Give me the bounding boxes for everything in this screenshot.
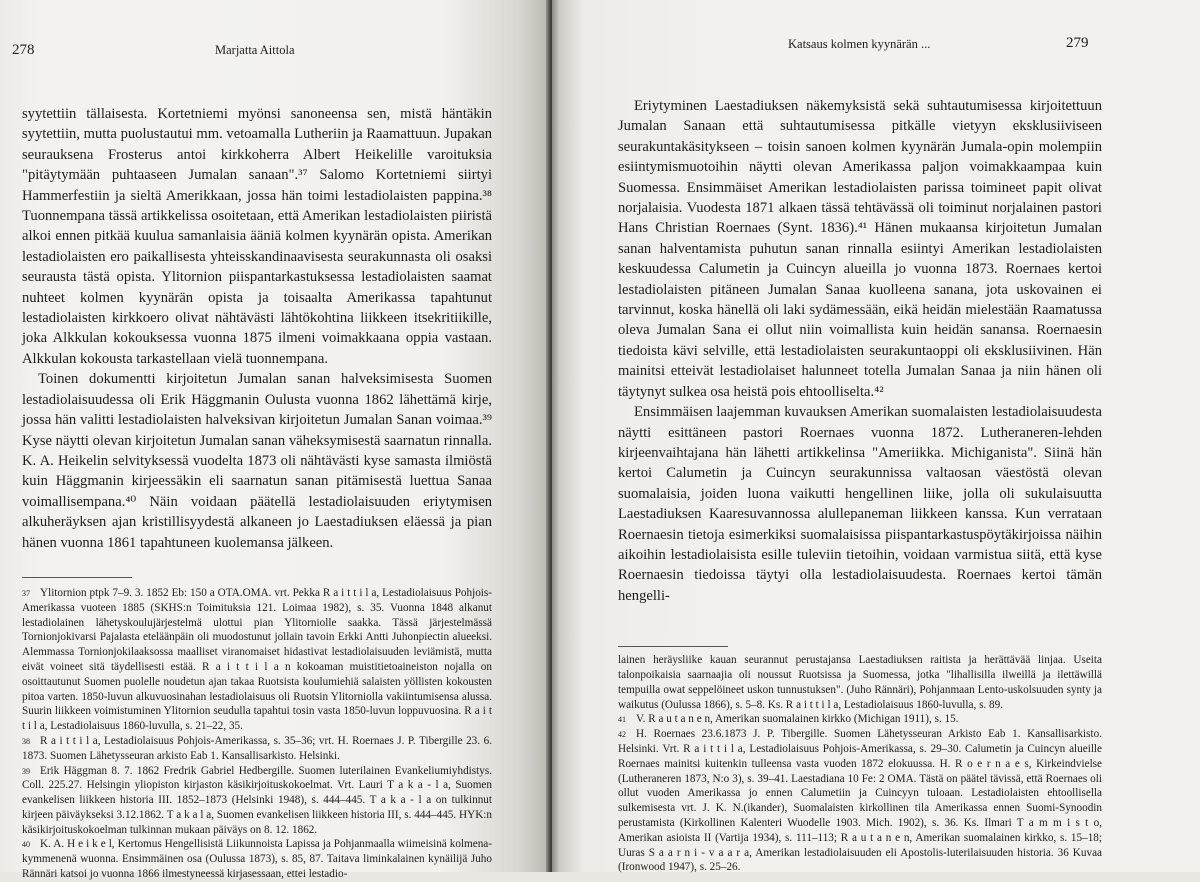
footnote-text: Ylitornion ptpk 7–9. 3. 1852 Eb: 150 a OTA.OMA. vrt. Pekka R a i t t i l a, Lestadiolaisuus Pohjois-Amerikassa vuoteen 1885 (SKHS:n Toimituksia 121. Loimaa 1982), s. 35. Vuonna 1848 alkanut lestadiolainen lähetyskoulujärjestelmä ulottui pian Ylitorniolle saakka. Tässä järjestelmässä Tornionjokivarsi Pajalasta eteläänpäin oli muodostunut jollain tavoin Erkki Antti Juhonpiectin alueeksi. Alemmassa Tornionjokilaaksossa maalliset viranomaiset hidastivat lestadiolaisuuden leviämistä, mutta eivät voineet sitä täydellisesti estää. R a i t t i l a n kokoaman muistitietoaineiston nojalla on osoittautunut Suomen puolelle noudetun ajan takaa Ruotsista koulumiehiä salaisten yöllisten kokousten pitoa varten. 1850-luvun alkuvuosinahan lestadiolaisuus oli Ruotsin Ylitorniolla vakiintumisensa alussa. Suurin liikkeen voimistuminen Ylitornion seudulla tapahtui tosin vasta 1850-luvun loppuvuosina. R a i t t i l a, Lestadiolaisuus 1860-luvulla, s. 21–22, 35. — [22, 586, 492, 733]
running-head-left: Marjatta Aittola — [215, 43, 295, 57]
running-head-right: Katsaus kolmen kyynärän ... — [788, 37, 931, 51]
footnote-text: Erik Häggman 8. 7. 1862 Fredrik Gabriel Hedbergille. Suomen luterilainen Evankeliumiyhdistys. Coll. 225.27. Helsingin yliopiston kirjaston käsikirjoituskokoelmat. Vrt. Lauri T a k a - l a, Suomen evankelisen liikkeen historia III. 1852–1873 (Helsinki 1948), s. 444–445. T a k a - l a on tulkinnut kirjeen päiväykseksi 3.12.1862. T a k a l a, Suomen evankelisen liikkeen historia III, s. 444–445. HYK:n käsikirjoituskokoelman tulkinnan mukaan päiväys on 8. 12. 1862. — [22, 764, 492, 836]
footnote-number: 41 — [618, 715, 626, 725]
footnote-number: 42 — [618, 730, 626, 740]
footnote — [618, 727, 1102, 875]
page-number-left: 278 — [12, 42, 35, 58]
footnote-number: 40 — [22, 840, 30, 850]
footnote-number: 38 — [22, 736, 30, 746]
paragraph: Toinen dokumentti kirjoitetun Jumalan sanan halveksimisesta Suomen lestadiolaisuudessa oli Erik Häggmanin Oulusta vuonna 1862 lähettämä kirje, jossa hän valitti lestadiolaisten halveksivan kirjoitetun Jumalan Sanan voimaa.³⁹ Kyse näytti olevan kirjoitetun Jumalan sanan väheksymisestä saarnatun rinnalla. K. A. Heikelin selvityksessä vuodelta 1873 oli nähtävästi kyse samasta ilmiöstä kuin Häggmanin kirjeessäkin eli saarnatun sanan pitämisestä luettua Sanaa voimallisempana.⁴⁰ Näin voidaan päätellä lestadiolaisuuden eriytymisen alkuheräyksen ajan kristillisyydestä alkaneen jo Laestadiuksen eläessä ja pian hänen vuonna 1861 tapahtuneen kuolemansa jälkeen. — [22, 371, 492, 551]
footnote-continuation: lainen heräysliike kauan seurannut perustajansa Laestadiuksen raitista ja herättävää linjaa. Useita talonpoikaisia saarnaajia oli noussut Ruotsissa ja Suomessa, jotka "lihallisilla ilweillä ja ilettäwillä tempuilla owat seppelöineet uskon tunnustuksen". (Juho Rännäri), Pohjanmaan Lento-uskolsuuden synty ja waikutus (Oulussa 1866), s. 5–8. Ks. R a i t t i l a, Lestadiolaisuus 1860-luvulla, s. 89. — [618, 654, 1102, 711]
right-column — [618, 96, 1102, 875]
right-footnotes — [618, 653, 1102, 875]
right-body-text — [618, 96, 1102, 606]
footnote-number: 39 — [22, 766, 30, 776]
footnote-number: 37 — [22, 588, 30, 598]
left-footnotes — [22, 586, 492, 882]
left-page — [0, 0, 552, 881]
right-page — [552, 0, 1200, 872]
paragraph: Ensimmäisen laajemman kuvauksen Amerikan suomalaisten lestadiolaisuudesta näytti esittäneen pastori Roernaes vuonna 1872. Lutheraneren-lehden kirjeenvaihtajana hän lähetti artikkelinsa "Ameriikka. Michiganista". Siinä hän kertoi Calumetin ja Cuincyn seurakunnissa valtaosan väestöstä olevan suomalaisia, joiden luona vaikutti hengellinen liike, jolla oli sukulaisuutta Laestadiuksen Kaaresuvannossa alullepaneman liikkeen kanssa. Kun verrataan Roernaesin tietoja esimerkiksi suomalaisissa piispantarkastuspöytäkirjoissa näihin aikoihin lestadiolaisista esille tuleviin tietoihin, voidaan varmistua siitä, että kyse Roernaesin tiedoissa täytyi olla lestadiolaisuudesta. Roernaes kertoi tämän hengelli- — [618, 404, 1102, 604]
footnote-text: V. R a u t a n e n, Amerikan suomalainen kirkko (Michigan 1911), s. 15. — [636, 713, 959, 726]
footnote-text: K. A. H e i k e l, Kertomus Hengellisistä Liikunnoista Lapissa ja Pohjanmaalla wiimeisinä kolmena-kymmenenä wuonna. Ensimmäinen osa (Oulussa 1873), s. 85, 87. Taitava liminkalainen kynäilijä Juho Rännäri katsoi jo vuonna 1866 ilmestyneessä kirjasessaan, ettei lestadio- — [22, 838, 492, 881]
page-number-right: 279 — [1066, 35, 1089, 51]
footnote-text: H. Roernaes 23.6.1873 J. P. Tibergille. Suomen Lähetysseuran Arkisto Eab 1. Kansallisarkisto. Helsinki. Vrt. R a i t t i l a, Lestadiolaisuus Pohjois-Amerikassa, s. 29–30. Calumetin ja Cuincyn alueille Roernaes mainitsi kuitenkin tulleensa vasta vuoden 1872 elokuussa. H. R o e r n a e s, Kirkeindvielse (Lutheraneren 1873, N:o 3), s. 39–41. Laestadiana 10 Fe: 2 OMA. Tästä on päätel tävissä, että Roernaes oli ollut vuoden Amerikassa jo ennen Calumetiin ja Cuincyyn tuloaan. Lestadiolaisten ehtoollisella sulkemisesta vrt. J. K. N.(ikander), Suomalaisten kirkollinen tila Amerikassa ennen Suomi-Synoodin perustamista (Kirkollinen Kalenteri Wuodelle 1903. Mich. 1902), s. 36. Ks. Ilmari T a m m i s t o, Amerikan asioista II (Vartija 1934), s. 111–113; R a u t a n e n, Amerikan suomalainen kirkko, s. 15–18; Uuras S a a r n i - v a a r a, Amerikan lestadiolaisuuden eli Apostolis-luterilaisuuden historia. 36 Kuvaa (Ironwood 1947), s. 25–26. — [618, 728, 1102, 874]
footnote-text: R a i t t i l a, Lestadiolaisuus Pohjois-Amerikassa, s. 35–36; vrt. H. Roernaes J. P. Tibergille 23. 6. 1873. Suomen Lähetysseuran arkisto Eab 1. Kansallisarkisto. Helsinki. — [22, 734, 492, 762]
footnote — [22, 734, 492, 764]
left-body-text — [22, 104, 492, 553]
left-column — [22, 104, 492, 882]
footnote — [22, 586, 492, 734]
paragraph: syytettiin tällaisesta. Kortetniemi myönsi sanoneensa sen, mistä häntäkin syytettiin, mutta puolustautui mm. vetoamalla Lutheriin ja Raamattuun. Jupakan seurauksena Frosterus antoi kirkkoherra Albert Heikelille varoituksia "pitäytymään puhtaaseen Jumalan sanaan".³⁷ Salomo Kortetniemi siirtyi Hammerfestiin ja sieltä Amerikkaan, jossa hän toimi lestadiolaisten pappina.³⁸ Tuonnempana tässä artikkelissa osoitetaan, että Amerikan lestadiolaisten piiristä alkoi ennen pitkää kuulua samanlaisia ääniä kolmen kyynärän opista. Amerikan lestadiolaisten ero paikallisesta yhteisskandinaavisesta seurakunnasta oli osaksi seurausta tästä opista. Ylitornion piispantarkastuksessa lestadiolaisten saamat nuhteet kolmen kyynärän opista ja toisaalta Amerikassa tapahtunut lestadiolaisten kirkkoero olivat nähtävästi lähtökohtina liikkeen itsekritiikille, joka Alkkulan kokouksessa vuonna 1875 ilmeni voimakkaana oppia vastaan. Alkkulan kokousta tarkastellaan vielä tuonnempana. — [22, 106, 492, 367]
footnote — [618, 712, 1102, 727]
paragraph: Eriytyminen Laestadiuksen näkemyksistä sekä suhtautumisessa kirjoitettuun Jumalan Sanaan että suhtautumisessa pitkälle vietyyn eksklusiiviseen seurakuntakäsitykseen – toisin sanoen kolmen kyynärän Jumala-opin molempiin esiintymismuotoihin näytti olevan Amerikassa paljon voimakkaampaa kuin Suomessa. Ensimmäiset Amerikan lestadiolaisten parissa toimineet papit olivat norjalaisia. Vuodesta 1871 alkaen tässä tehtävässä oli toiminut norjalainen pastori Hans Christian Roernaes (Synt. 1836).⁴¹ Hänen mukaansa kirjoitetun Jumalan sanan halventamista puhutun sanan rinnalla esiintyi Amerikan lestadiolaisten keskuudessa Calumetin ja Cuincyn alueilla jo vuonna 1873. Roernaes kertoi lestadiolaisten pitäneen Jumalan Sanaa kuolleena sanana, jota uskovainen ei tarvinnut, koska hänellä oli laki sydämessään, eikä heidän mielestään Raamatussa oleva Jumalan Sana ei ollut niin voimallista kuin heidän sanansa. Roernaesin tiedoista kävi selville, että lestadiolaisten seurakuntaoppi oli eksklusiivinen. Hän mainitsi etteivät lestadiolaiset halunneet totella Jumalan Sanaa ja niin hänen oli täytynyt sulkea osa heistä pois ehtoolliselta.⁴² — [618, 98, 1102, 400]
footnote — [22, 837, 492, 881]
footnote — [22, 764, 492, 838]
